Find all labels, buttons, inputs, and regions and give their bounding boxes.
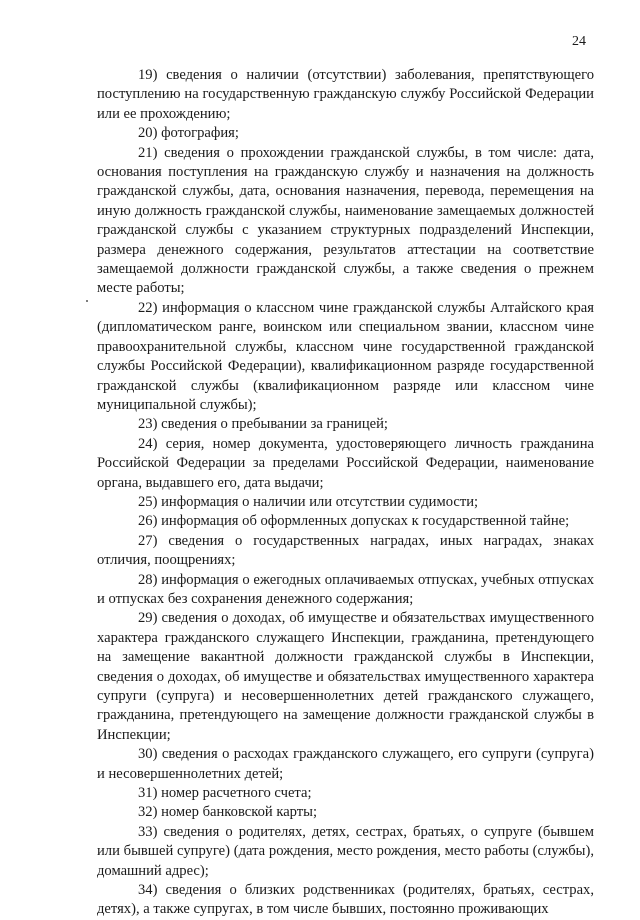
list-item-19: 19) сведения о наличии (отсутствии) заболевания, препятствующего поступлению на государственную гражданскую службу Российской Федерации или ее прохождению; [97,67,594,122]
list-item-34: 34) сведения о близких родственниках (родителях, братьях, сестрах, детях), а также супругах, в том числе бывших, постоянно проживающих [97,882,594,918]
list-item-26: 26) информация об оформленных допусках к государственной тайне; [138,513,570,530]
list-item-21: 21) сведения о прохождении гражданской службы, в том числе: дата, основания поступления на гражданскую службу и назначения на должность гражданской службы, дата, основания назначения, перевода, перемещения на иную должность гражданской службы, наименование замещаемых должностей гражданской службы с указанием структурных подразделений Инспекции, размера денежного содержания, результатов аттестации на соответствие замещаемой должности гражданской службы, а также сведения о прежнем месте работы; [97,144,594,297]
list-item-25: 25) информация о наличии или отсутствии судимости; [138,493,479,510]
list-item-23: 23) сведения о пребывании за границей; [138,416,388,433]
margin-mark [86,300,88,302]
list-item-22: 22) информация о классном чине гражданской службы Алтайского края (дипломатическом ранге, воинском или специальном звании, классном чине правоохранительной службы, классном чине государственной гражданской службы Российской Федерации), квалификационном разряде государственной гражданской службы (квалификационном разряде или классном чине муниципальной службы); [97,299,594,413]
list-item-32: 32) номер банковской карты; [138,804,318,821]
list-item-31: 31) номер расчетного счета; [138,785,312,802]
list-item-30: 30) сведения о расходах гражданского служащего, его супруги (супруга) и несовершеннолетних детей; [97,746,594,782]
list-item-29: 29) сведения о доходах, об имуществе и обязательствах имущественного характера гражданского служащего Инспекции, гражданина, претендующего на замещение вакантной должности гражданской службы в Инспекции, сведения о доходах, об имуществе и обязательствах имущественного характера супруги (супруга) и несовершеннолетних детей гражданского служащего, гражданина, претендующего на замещение должности гражданской службы в Инспекции; [97,610,594,743]
list-item-33: 33) сведения о родителях, детях, сестрах, братьях, о супруге (бывшем или бывшей супруге) (дата рождения, место рождения, место работы (службы), домашний адрес); [97,823,594,879]
document-body [97,66,594,920]
list-item-24: 24) серия, номер документа, удостоверяющего личность гражданина Российской Федерации за пределами Российской Федерации, наименование органа, выдавшего его, дата выдачи; [97,435,594,491]
list-item-20: 20) фотография; [138,125,239,142]
list-item-27: 27) сведения о государственных наградах, иных наградах, знаках отличия, поощрениях; [97,532,594,569]
list-item-28: 28) информация о ежегодных оплачиваемых отпусках, учебных отпусках и отпусках без сохранения денежного содержания; [97,571,594,607]
page-number: 24 [572,34,586,49]
